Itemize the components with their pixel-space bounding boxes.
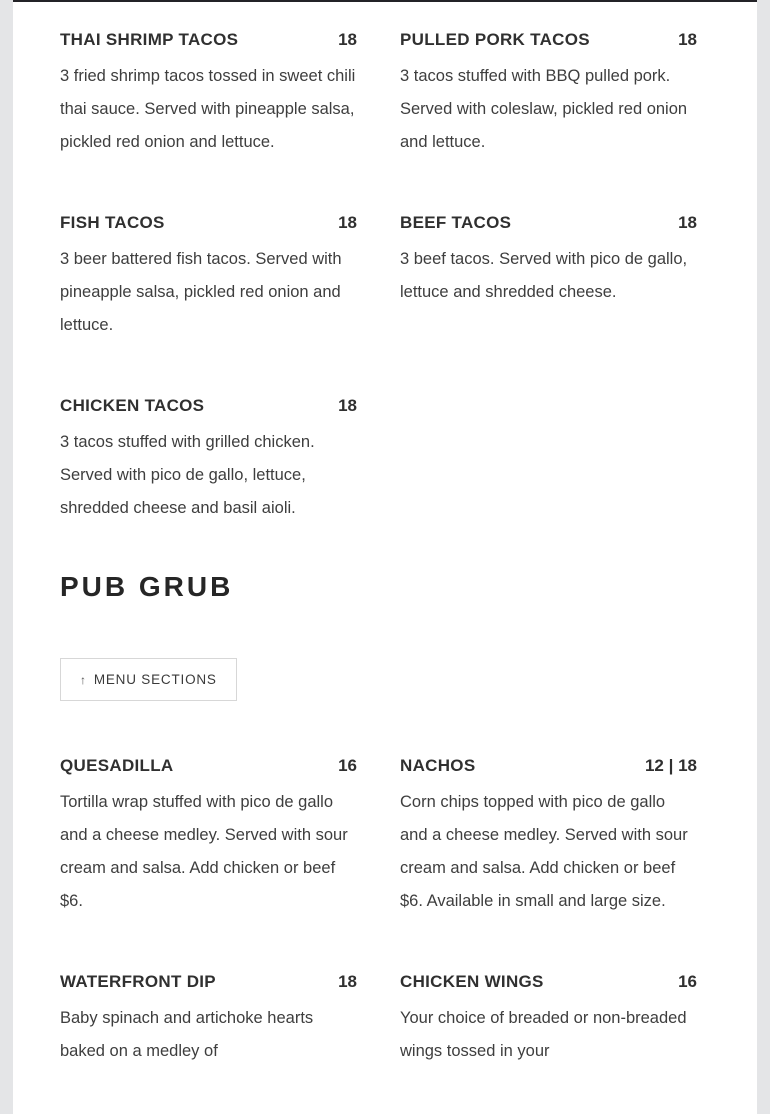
menu-item-name: CHICKEN TACOS — [60, 396, 205, 415]
menu-item — [400, 756, 697, 918]
menu-item-price: 16 — [338, 756, 357, 775]
menu-sections-button-label: MENU SECTIONS — [93, 672, 217, 687]
menu-item-description: 3 beef tacos. Served with pico de gallo, lettuce and shredded cheese. — [400, 250, 688, 301]
menu-item — [60, 972, 357, 1068]
menu-item-name: BEEF TACOS — [400, 213, 512, 232]
menu-item-header — [400, 30, 697, 50]
menu-item-description: Tortilla wrap stuffed with pico de gallo and a cheese medley. Served with sour cream and salsa. Add chicken or beef $6. — [60, 793, 348, 910]
menu-item-description: Corn chips topped with pico de gallo and a cheese medley. Served with sour cream and salsa. Add chicken or beef $6. Available in small and large size. — [400, 793, 688, 910]
menu-item-header — [400, 213, 697, 233]
menu-item-header — [60, 972, 357, 992]
menu-item-description: 3 fried shrimp tacos tossed in sweet chili thai sauce. Served with pineapple salsa, pickled red onion and lettuce. — [60, 67, 356, 151]
menu-page — [13, 0, 757, 1114]
tacos-item-grid — [60, 30, 697, 525]
menu-item-price: 18 — [338, 30, 357, 49]
menu-item-description: 3 tacos stuffed with grilled chicken. Served with pico de gallo, lettuce, shredded cheese and basil aioli. — [60, 433, 315, 517]
menu-item-name: THAI SHRIMP TACOS — [60, 30, 239, 49]
menu-sections-button[interactable] — [60, 658, 237, 701]
menu-item — [400, 213, 697, 342]
menu-item — [400, 30, 697, 159]
menu-item-header — [400, 972, 697, 992]
menu-content — [13, 2, 757, 1068]
spacer — [60, 701, 697, 756]
menu-item-price: 18 — [338, 972, 357, 991]
menu-item-description: 3 tacos stuffed with BBQ pulled pork. Served with coleslaw, pickled red onion and lettuce. — [400, 67, 688, 151]
menu-item-header — [60, 30, 357, 50]
menu-item-price: 18 — [338, 213, 357, 232]
menu-item-header — [60, 756, 357, 776]
menu-item-price: 18 — [338, 396, 357, 415]
menu-item-price: 16 — [678, 972, 697, 991]
menu-item — [60, 213, 357, 342]
menu-item-price: 18 — [678, 30, 697, 49]
menu-item — [60, 396, 357, 525]
menu-item-name: NACHOS — [400, 756, 476, 775]
menu-item-name: QUESADILLA — [60, 756, 174, 775]
menu-item-description: Baby spinach and artichoke hearts baked on a medley of — [60, 1009, 314, 1060]
menu-item-name: PULLED PORK TACOS — [400, 30, 590, 49]
menu-item-description: 3 beer battered fish tacos. Served with pineapple salsa, pickled red onion and lettuce. — [60, 250, 342, 334]
menu-item-price: 12 | 18 — [644, 756, 697, 775]
menu-item-name: FISH TACOS — [60, 213, 165, 232]
pub-grub-item-grid — [60, 756, 697, 1068]
menu-item-description: Your choice of breaded or non-breaded wings tossed in your — [400, 1009, 687, 1060]
menu-item — [60, 756, 357, 918]
menu-item-name: CHICKEN WINGS — [400, 972, 544, 991]
menu-item-header — [60, 396, 357, 416]
menu-item — [60, 30, 357, 159]
menu-item-header — [60, 213, 357, 233]
menu-item-price: 18 — [678, 213, 697, 232]
menu-item-header — [400, 756, 697, 776]
menu-item — [400, 972, 697, 1068]
up-arrow-icon: ↑ — [80, 672, 87, 687]
pub-grub-heading: PUB GRUB — [60, 571, 234, 602]
menu-item-name: WATERFRONT DIP — [60, 972, 216, 991]
